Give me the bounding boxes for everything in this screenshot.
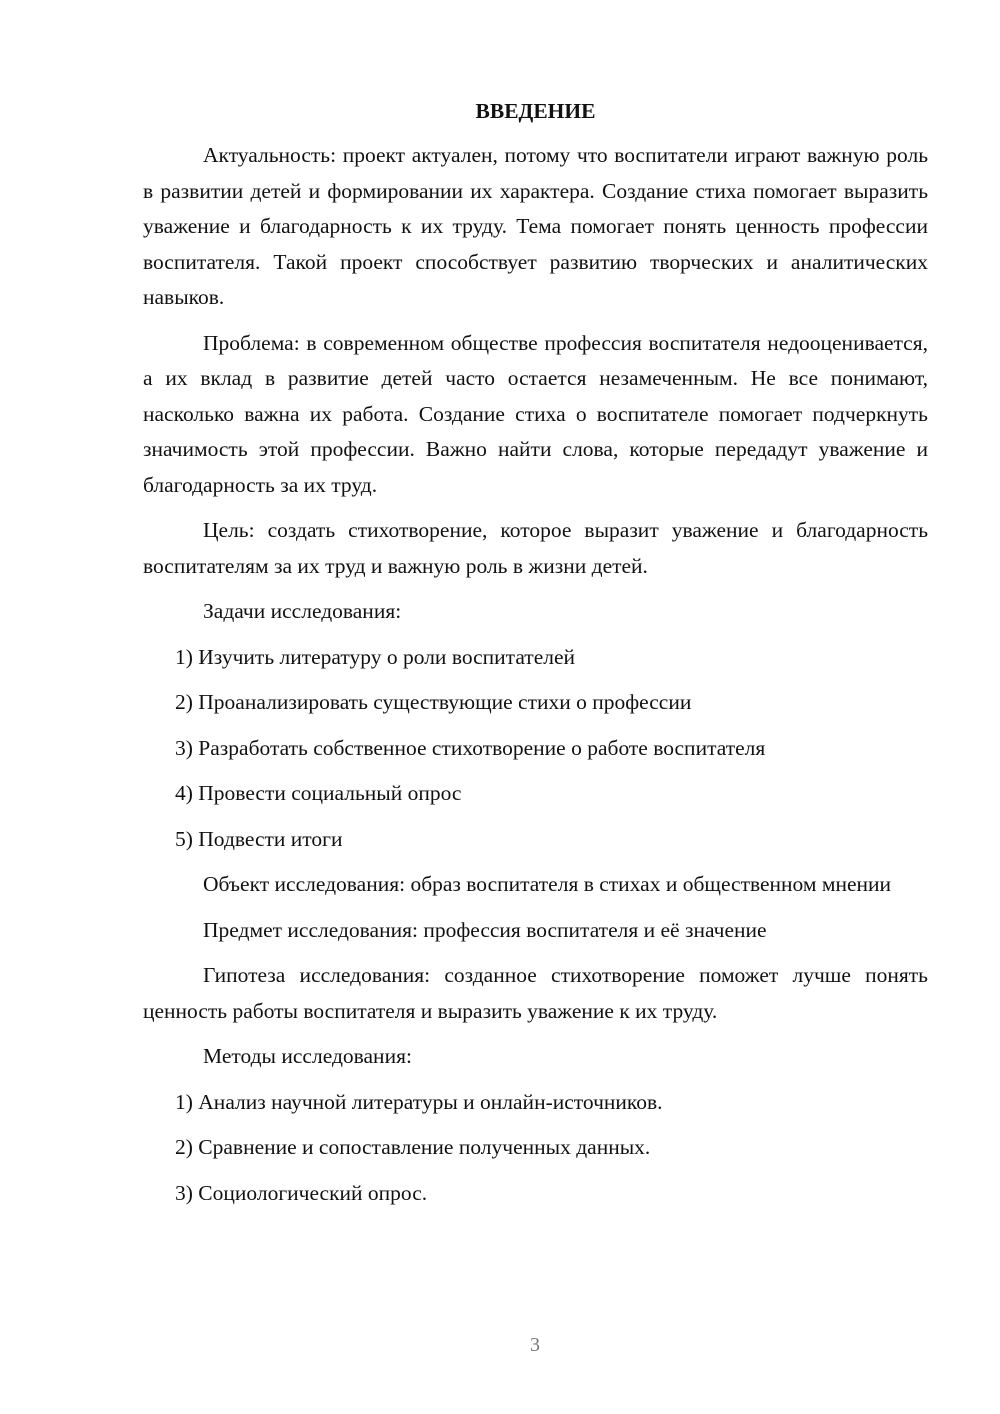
list-item: 5) Подвести итоги <box>175 826 343 851</box>
tasks-list <box>143 640 928 858</box>
tasks-heading: Задачи исследования: <box>203 599 402 623</box>
object-paragraph: Объект исследования: образ воспитателя в стихах и общественном мнении <box>203 872 892 896</box>
subject-paragraph: Предмет исследования: профессия воспитателя и её значение <box>203 917 767 942</box>
problem-paragraph: Проблема: в современном обществе профессия воспитателя недооценивается, а их вклад в развитие детей часто остается незамеченным. Не все понимают, насколько важна их работа. Создание стиха о воспитателе помогает подчеркнуть значимость этой профессии. Важно найти слова, которые передадут уважение и благодарность за их труд. <box>143 330 928 497</box>
list-item: 4) Провести социальный опрос <box>175 781 462 805</box>
methods-heading: Методы исследования: <box>203 1044 412 1068</box>
page-number: 3 <box>530 1334 540 1356</box>
list-item: 1) Изучить литературу о роли воспитателей <box>175 644 576 669</box>
list-item: 1) Анализ научной литературы и онлайн-источников. <box>175 1089 663 1114</box>
list-item: 3) Разработать собственное стихотворение о работе воспитателя <box>175 735 766 760</box>
list-item: 3) Социологический опрос. <box>175 1180 428 1205</box>
list-item: 2) Сравнение и сопоставление полученных данных. <box>175 1135 651 1159</box>
section-title: ВВЕДЕНИЕ <box>475 99 596 123</box>
page-content <box>143 96 928 1221</box>
hypothesis-paragraph: Гипотеза исследования: созданное стихотворение поможет лучше понять ценность работы воспитателя и выразить уважение к их труду. <box>143 963 928 1023</box>
methods-list <box>143 1085 928 1212</box>
list-item: 2) Проанализировать существующие стихи о профессии <box>175 690 692 714</box>
relevance-paragraph: Актуальность: проект актуален, потому что воспитатели играют важную роль в развитии детей и формировании их характера. Создание стиха помогает выразить уважение и благодарность к их труду. Тема помогает понять ценность профессии воспитателя. Такой проект способствует развитию творческих и аналитических навыков. <box>143 143 928 309</box>
goal-paragraph: Цель: создать стихотворение, которое выразит уважение и благодарность воспитателям за их труд и важную роль в жизни детей. <box>143 518 928 578</box>
